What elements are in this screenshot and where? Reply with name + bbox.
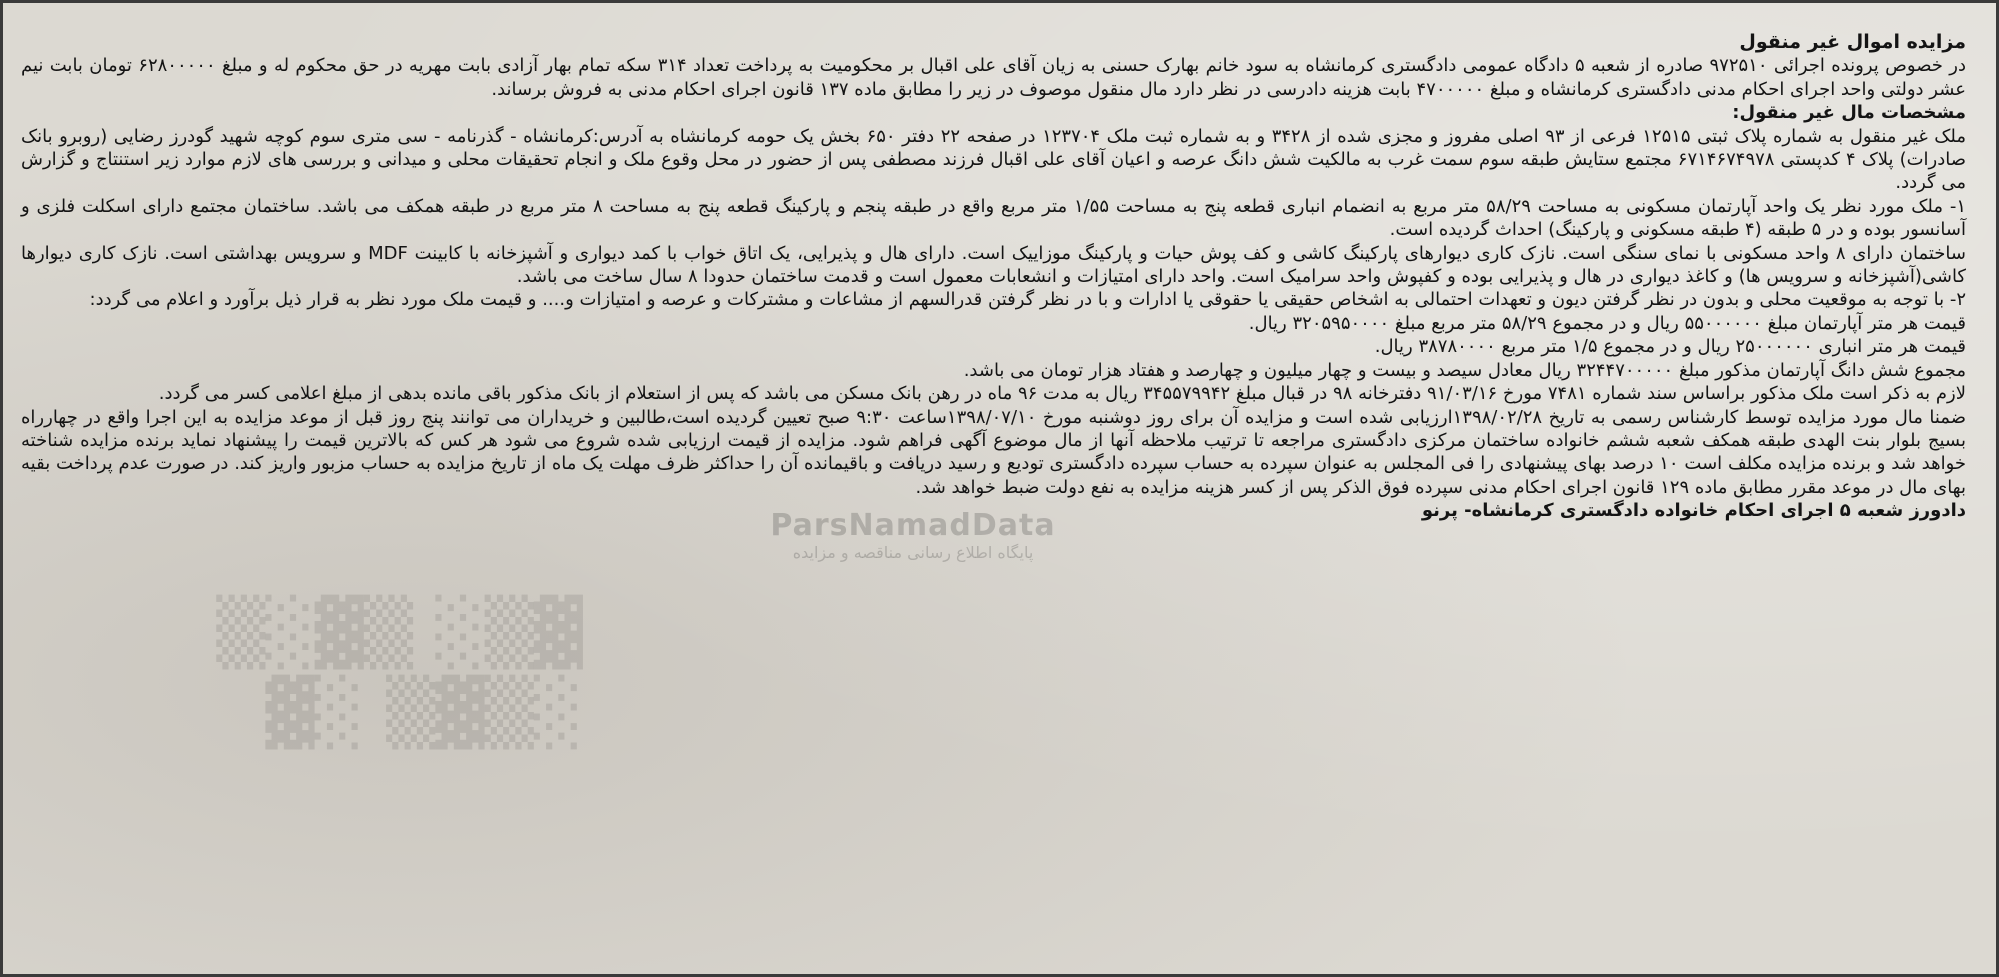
background-print-bleed: ▓▒░ ▒▓░▒ ░▒▓▒ ░▓ [216, 596, 583, 750]
price-apartment: قیمت هر متر آپارتمان مبلغ ۵۵۰۰۰۰۰۰ ریال و در مجموع ۵۸/۲۹ متر مربع مبلغ ۳۲۰۵۹۵۰۰۰۰ ریال. [1248, 312, 1966, 334]
intro-paragraph: در خصوص پرونده اجرائی ۹۷۲۵۱۰ صادره از شعبه ۵ دادگاه عمومی دادگستری کرمانشاه به سود خانم بهارک حسنی به زیان آقای علی اقبال بر محکومیت به پرداخت تعداد ۳۱۴ سکه تمام بهار آزادی بابت مهریه در حق محکوم له و مبلغ ۶۲۸۰۰۰۰۰ تومان بابت نیم عشر دولتی واحد اجرای احکام مدنی دادگستری کرمانشاه و مبلغ ۴۷۰۰۰۰۰ بابت هزینه دادرسی در نظر دارد مال منقول موصوف در زیر را مطابق ماده ۱۳۷ قانون اجرای احکام مدنی به فروش برساند. [21, 55, 1966, 100]
signature-line: دادورز شعبه ۵ اجرای احکام خانواده دادگستری کرمانشاه- پرنو [1421, 500, 1966, 522]
notice-title: مزایده اموال غیر منقول [1739, 31, 1966, 53]
notice-body [21, 31, 1966, 523]
watermark-logo-text: ParsNamadData [770, 508, 1056, 543]
mortgage-paragraph: لازم به ذکر است ملک مذکور براساس سند شماره ۷۴۸۱ مورخ ۹۱/۰۳/۱۶ دفترخانه ۹۸ در قبال مبلغ ۳۴۵۵۷۹۹۴۲ ریال به مدت ۹۶ ماه در رهن بانک مسکن می باشد که پس از استعلام از بانک مذکور باقی مانده بدهی از مبلغ اعلامی کسر می گردد. [158, 383, 1966, 405]
item-2-paragraph: ۲- با توجه به موقعیت محلی و بدون در نظر گرفتن دیون و تعهدات احتمالی به اشخاص حقیقی یا حقوقی یا ادارات و با در نظر گرفتن قدرالسهم از مشاعات و مشترکات و عرصه و امتیازات و.... و قیمت ملک مورد نظر به قرار ذیل برآورد و اعلام می گردد: [89, 289, 1966, 311]
total-price: مجموع شش دانگ آپارتمان مذکور مبلغ ۳۲۴۴۷۰۰۰۰۰ ریال معادل سیصد و بیست و چهار میلیون و چهارصد و هفتاد هزار تومان می باشد. [963, 359, 1966, 381]
item-1-paragraph: ۱- ملک مورد نظر یک واحد آپارتمان مسکونی به مساحت ۵۸/۲۹ متر مربع به انضمام انباری قطعه پنج به مساحت ۱/۵۵ متر مربع واقع در طبقه پنجم و پارکینگ قطعه پنج به مساحت ۸ متر مربع در طبقه همکف می باشد. ساختمان مجتمع دارای اسکلت فلزی و آسانسور بوده و در ۵ طبقه (۴ طبقه مسکونی و پارکینگ) احداث گردیده است. [21, 195, 1966, 241]
price-storage: قیمت هر متر انباری ۲۵۰۰۰۰۰۰ ریال و در مجموع ۱/۵ متر مربع ۳۸۷۸۰۰۰۰ ریال. [1374, 336, 1966, 358]
watermark-subtitle: پایگاه اطلاع رسانی مناقصه و مزایده [792, 543, 1034, 562]
specs-heading: مشخصات مال غیر منقول: [1732, 102, 1966, 124]
auction-terms-paragraph: ضمنا مال مورد مزایده توسط کارشناس رسمی به تاریخ ۱۳۹۸/۰۲/۲۸ارزیابی شده است و مزایده آن برای روز دوشنبه مورخ ۱۳۹۸/۰۷/۱۰ساعت ۹:۳۰ صبح تعیین گردیده است،طالبین و خریداران می توانند پنج روز قبل از موعد مزایده به این اجرا واقع در چهارراه بسیج بلوار بنت الهدی طبقه همکف شعبه ششم خانواده ساختمان مرکزی دادگستری مراجعه تا ترتیب ملاحظه آنها از مال موضوع آگهی فراهم شود. مزایده از قیمت ارزیابی شده شروع می شود هر کس که بالاترین قیمت را پیشنهاد نماید برنده مزایده شناخته خواهد شد و برنده مزایده مکلف است ۱۰ درصد بهای پیشنهادی را فی المجلس به عنوان سپرده به حساب سپرده دادگستری تودیع و رسید دریافت و باقیمانده آن را حداکثر ظرف مهلت یک ماه از تاریخ مزایده به حساب مزبور واریز کند. در صورت عدم پرداخت بقیه بهای مال در موعد مقرر مطابق ماده ۱۲۹ قانون اجرای احکام مدنی سپرده فوق الذکر پس از کسر هزینه مزایده به نفع دولت ضبط خواهد شد. [21, 406, 1966, 498]
specs-paragraph: ملک غیر منقول به شماره پلاک ثبتی ۱۲۵۱۵ فرعی از ۹۳ اصلی مفروز و مجزی شده از ۳۴۲۸ و به شماره ثبت ملک ۱۲۳۷۰۴ در صفحه ۲۲ دفتر ۶۵۰ بخش یک حومه کرمانشاه به آدرس:کرمانشاه - گذرنامه - سی متری سوم کوچه شهید گودرز رضایی (روبرو بانک صادرات) پلاک ۴ کدپستی ۶۷۱۴۶۷۴۹۷۸ مجتمع ستایش طبقه سوم سمت غرب به مالکیت شش دانگ عرصه و اعیان آقای علی اقبال فرزند مصطفی پس از حضور در محل وقوع ملک و انجام تحقیقات محلی و میدانی و بررسی های لازم موارد زیر استنتاج و گزارش می گردد. [21, 125, 1967, 194]
item-1-continuation: ساختمان دارای ۸ واحد مسکونی با نمای سنگی است. نازک کاری دیوارهای پارکینگ کاشی و کف پوش حیات و پارکینگ موزاییک است. دارای هال و پذیرایی، یک اتاق خواب با کمد دیواری و آشپزخانه با کابینت MDF و سرویس بهداشتی است. نازک کاری دیوارها کاشی(آشپزخانه و سرویس ها) و کاغذ دیواری در هال و پذیرایی بوده و کفپوش واحد سرامیک است. واحد دارای امتیازات و انشعابات معمول است و قدمت ساختمان حدودا ۸ سال ساخت می باشد. [21, 242, 1966, 288]
